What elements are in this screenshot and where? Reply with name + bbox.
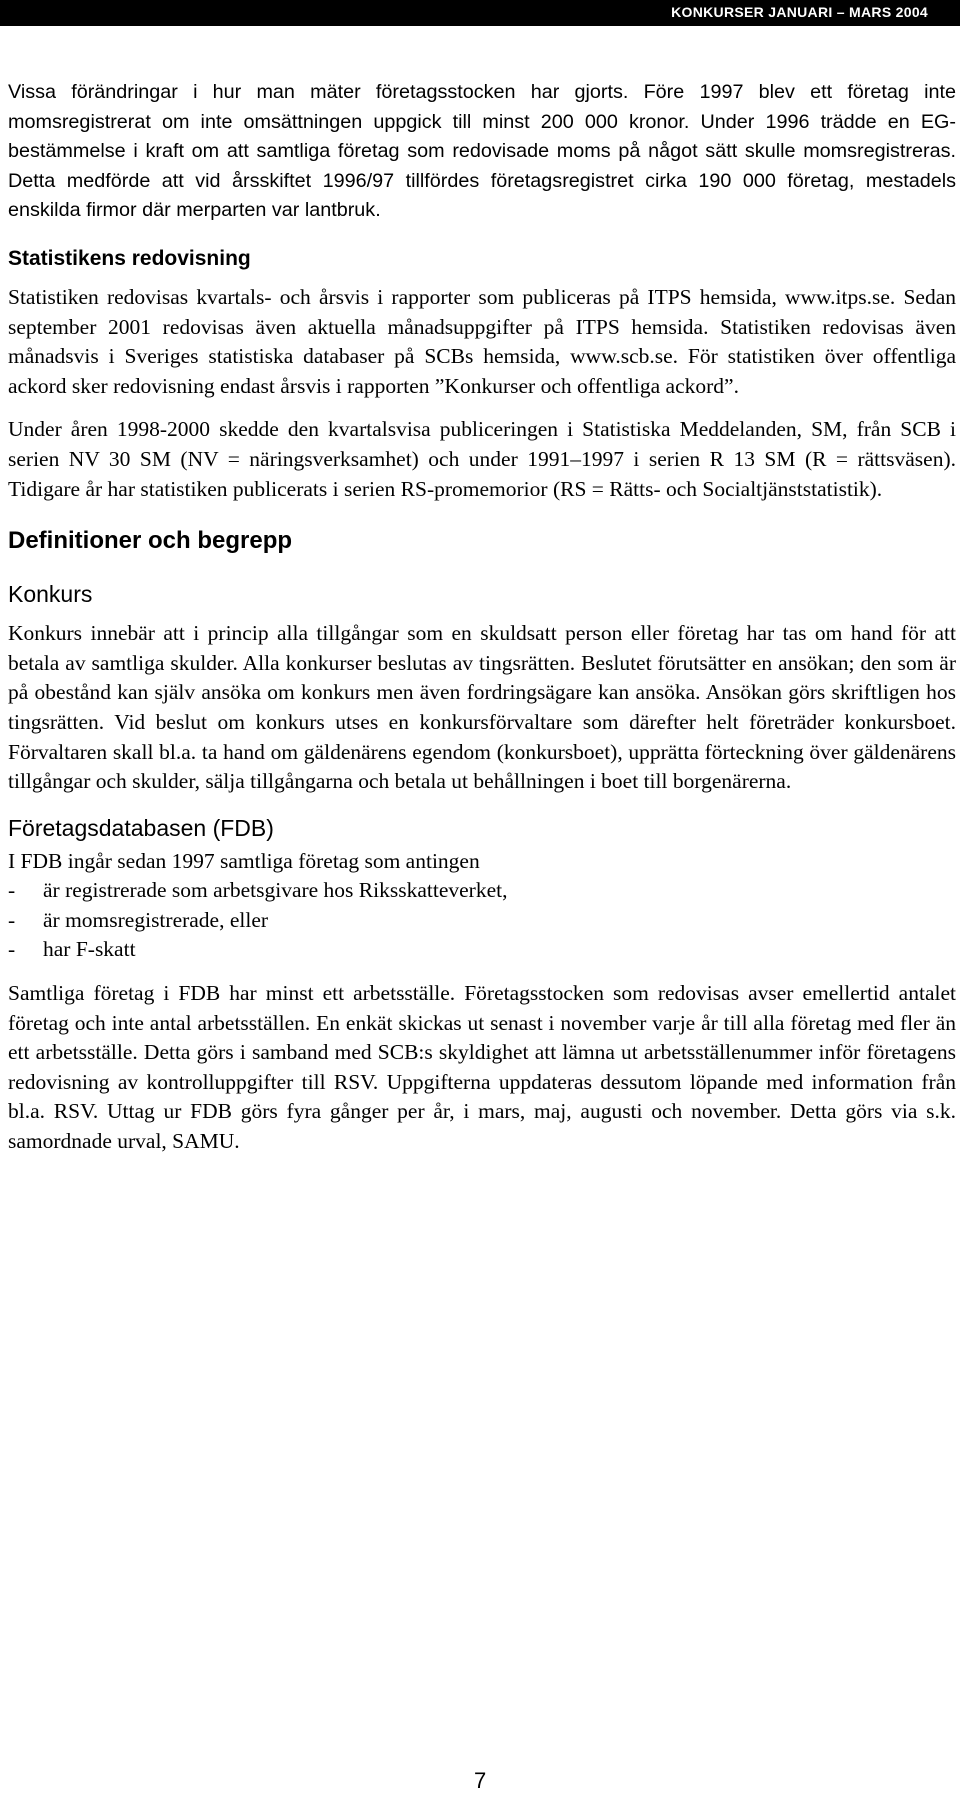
statistikens-paragraph-2: Under åren 1998-2000 skedde den kvartalsvisa publiceringen i Statistiska Meddelanden, SM, från SCB i serien NV 30 SM (NV = näringsverksamhet) och under 1991–1997 i serien R 13 SM (R = rättsväsen). Tidigare år har statistiken publicerats i serien RS-promemorior (RS = Rätts- och Socialtjänststatistik). xyxy=(8,417,956,501)
list-item-text: är registrerade som arbetsgivare hos Riksskatteverket, xyxy=(43,878,508,903)
page-number: 7 xyxy=(474,1768,487,1793)
subsection-heading-fdb: Företagsdatabasen (FDB) xyxy=(8,814,274,841)
list-dash: - xyxy=(8,878,16,903)
list-item xyxy=(8,935,956,965)
statistikens-paragraph-1: Statistiken redovisas kvartals- och årsvis i rapporter som publiceras på ITPS hemsida, www.itps.se. Sedan september 2001 redovisas även aktuella månadsuppgifter på ITPS hemsida. Statistiken redovisas även månadsvis i Sveriges statistiska databaser på SCBs hemsida, www.scb.se. För statistiken över offentliga ackord sker redovisning endast årsvis i rapporten ”Konkurser och offentliga ackord”. xyxy=(8,284,956,398)
running-header-title: KONKURSER JANUARI – MARS 2004 xyxy=(671,4,928,20)
list-dash: - xyxy=(8,907,16,932)
document-body xyxy=(8,78,956,1157)
fdb-criteria-list xyxy=(8,876,956,965)
list-item-text: har F-skatt xyxy=(43,937,136,962)
section-heading-definitioner: Definitioner och begrepp xyxy=(8,527,293,555)
intro-paragraph: Vissa förändringar i hur man mäter företagsstocken har gjorts. Före 1997 blev ett företag inte momsregistrerat om inte omsättningen uppgick till minst 200 000 kronor. Under 1996 trädde en EG-bestämmelse i kraft om att samtliga företag som redovisade moms på något sätt skulle momsregistreras. Detta medförde att vid årsskiftet 1996/97 tillfördes företagsregistret cirka 190 000 företag, mestadels enskilda firmor där merparten var lantbruk. xyxy=(8,81,956,222)
list-dash: - xyxy=(8,937,16,962)
list-item xyxy=(8,906,956,936)
section-heading-statistikens-redovisning: Statistikens redovisning xyxy=(8,246,251,270)
list-item xyxy=(8,876,956,906)
konkurs-paragraph: Konkurs innebär att i princip alla tillgångar som en skuldsatt person eller företag har tas om hand för att betala av samtliga skulder. Alla konkurser beslutas av tingsrätten. Beslutet förutsätter en ansökan; den som är på obestånd kan själv ansöka om konkurs men även fordringsägare kan ansöka. Ansökan görs skriftligen hos tingsrätten. Vid beslut om konkurs utses en konkursförvaltare som därefter helt företräder konkursboet. Förvaltaren skall bl.a. ta hand om gäldenärens egendom (konkursboet), upprätta förteckning över gäldenärens tillgångar och skulder, sälja tillgångarna och betala ut behållningen i boet till borgenärerna. xyxy=(8,621,956,794)
page-header-bar xyxy=(0,0,960,26)
list-item-text: är momsregistrerade, eller xyxy=(43,907,269,932)
subsection-heading-konkurs: Konkurs xyxy=(8,581,93,608)
fdb-intro: I FDB ingår sedan 1997 samtliga företag som antingen xyxy=(8,848,480,873)
fdb-paragraph: Samtliga företag i FDB har minst ett arbetsställe. Företagsstocken som redovisas avser emellertid antalet företag och inte antal arbetsställen. En enkät skickas ut senast i november varje år till alla företag med fler än ett arbetsställe. Detta görs i samband med SCB:s skyldighet att lämna ut arbetsställenummer inför företagens redovisning av kontrolluppgifter till RSV. Uppgifterna uppdateras dessutom löpande med information från bl.a. RSV. Uttag ur FDB görs fyra gånger per år, i mars, maj, augusti och november. Detta görs via s.k. samordnade urval, SAMU. xyxy=(8,981,956,1154)
